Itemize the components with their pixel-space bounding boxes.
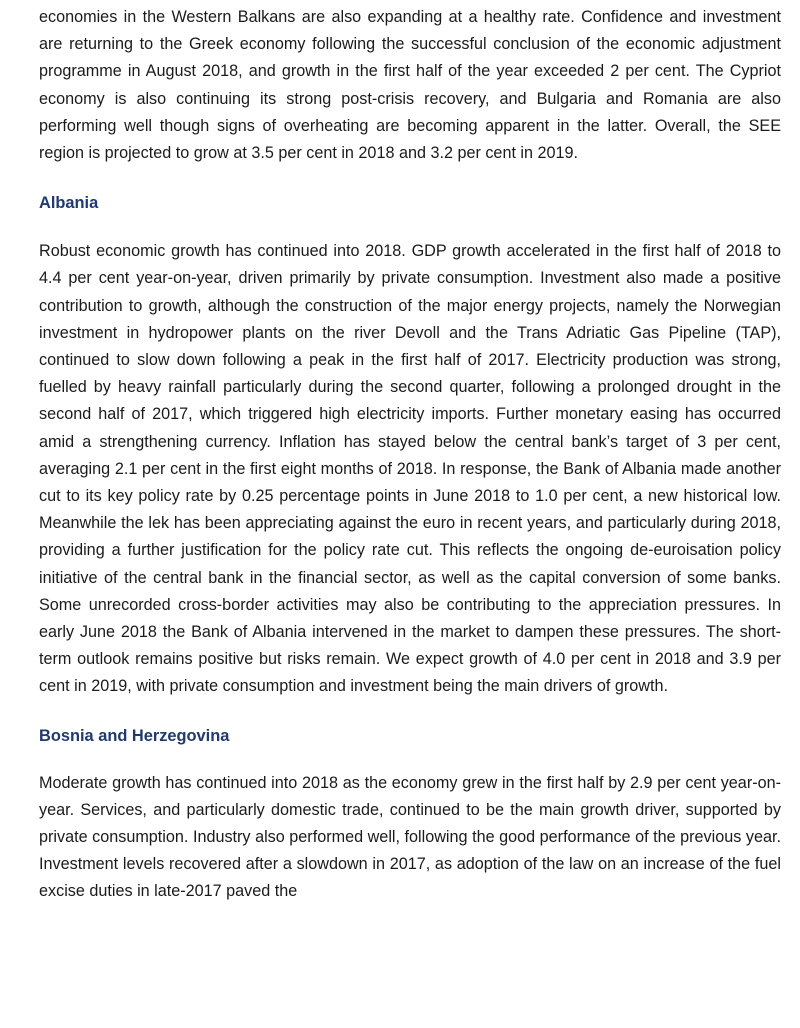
intro-paragraph: economies in the Western Balkans are also expanding at a healthy rate. Confidence and investment are returning to the Greek economy following the successful conclusion of the economic adjustment programme in August 2018, and growth in the first half of the year exceeded 2 per cent. The Cypriot economy is also continuing its strong post-crisis recovery, and Bulgaria and Romania are also performing well though signs of overheating are becoming apparent in the latter. Overall, the SEE region is projected to grow at 3.5 per cent in 2018 and 3.2 per cent in 2019. xyxy=(39,8,781,163)
section-heading-albania: Albania xyxy=(39,194,99,213)
section-heading-bosnia-and-herzegovina: Bosnia and Herzegovina xyxy=(39,726,230,745)
section-paragraph-bosnia-and-herzegovina: Moderate growth has continued into 2018 as the economy grew in the first half by 2.9 per cent year-on-year. Services, and particularly domestic trade, continued to be the main growth driver, supported by private consumption. Industry also performed well, following the good performance of the previous year. Investment levels recovered after a slowdown in 2017, as adoption of the law on an increase of the fuel excise duties in late-2017 paved the xyxy=(39,773,781,901)
section-paragraph-albania: Robust economic growth has continued into 2018. GDP growth accelerated in the first half of 2018 to 4.4 per cent year-on-year, driven primarily by private consumption. Investment also made a positive contribution to growth, although the construction of the major energy projects, namely the Norwegian investment in hydropower plants on the river Devoll and the Trans Adriatic Gas Pipeline (TAP), continued to slow down following a peak in the first half of 2017. Electricity production was strong, fuelled by heavy rainfall particularly during the second quarter, following a prolonged drought in the second half of 2017, which triggered high electricity imports. Further monetary easing has occurred amid a strengthening currency. Inflation has stayed below the central bank’s target of 3 per cent, averaging 2.1 per cent in the first eight months of 2018. In response, the Bank of Albania made another cut to its key policy rate by 0.25 percentage points in June 2018 to 1.0 per cent, a new historical low. Meanwhile the lek has been appreciating against the euro in recent years, and particularly during 2018, providing a further justification for the policy rate cut. This reflects the ongoing de-euroisation policy initiative of the central bank in the financial sector, as well as the capital conversion of some banks. Some unrecorded cross-border activities may also be contributing to the appreciation pressures. In early June 2018 the Bank of Albania intervened in the market to dampen these pressures. The short-term outlook remains positive but risks remain. We expect growth of 4.0 per cent in 2018 and 3.9 per cent in 2019, with private consumption and investment being the main drivers of growth. xyxy=(39,242,781,696)
document-page xyxy=(39,0,781,906)
